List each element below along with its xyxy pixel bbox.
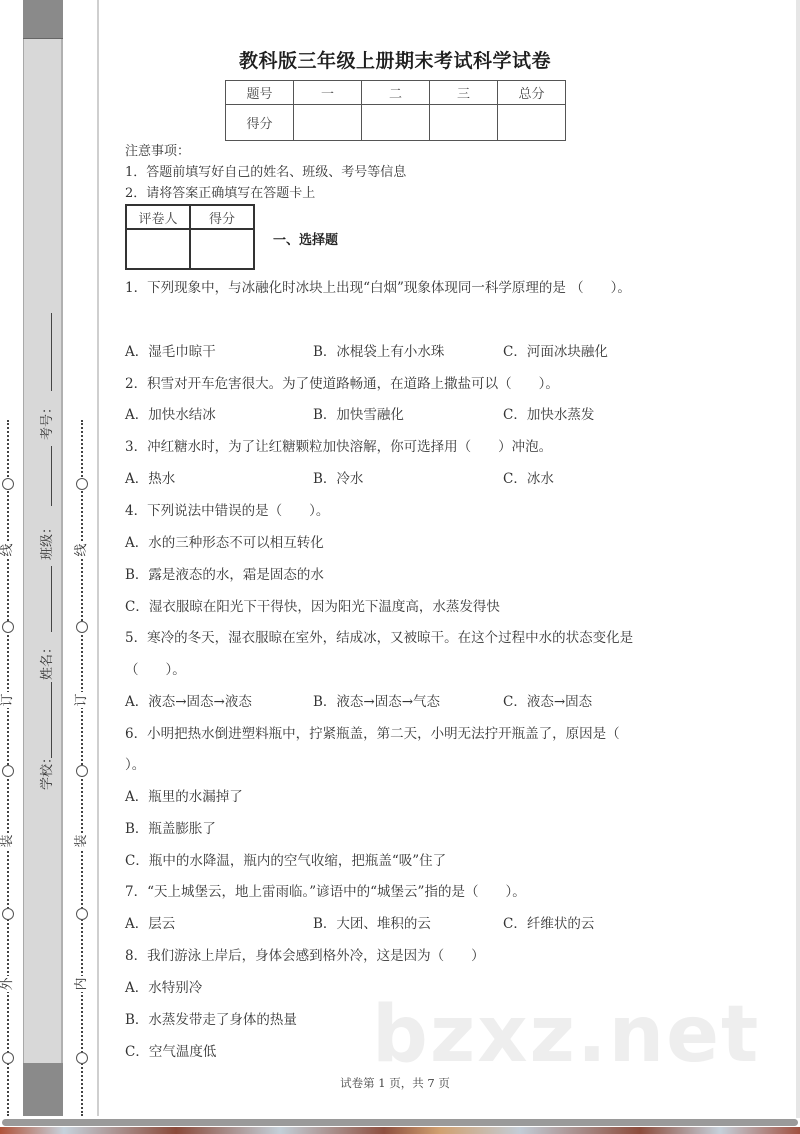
question-2-option-a: A．加快水结冰 (125, 407, 216, 423)
class-label: 班级： (40, 520, 55, 560)
circle-icon (2, 908, 14, 920)
school-label: 学校： (40, 750, 55, 790)
school-underline (51, 682, 52, 758)
class-underline (51, 446, 52, 506)
question-2-stem: 2．积雪对开车危害很大。为了使道路畅通，在道路上撒盐可以（ ）。 (125, 376, 559, 392)
circle-icon (2, 621, 14, 633)
score-cell (294, 105, 362, 141)
question-5-option-c: C．液态→固态 (503, 694, 593, 710)
question-4-option-c: C．湿衣服晾在阳光下干得快，因为阳光下温度高，水蒸发得快 (125, 599, 500, 615)
background-strip (0, 1127, 800, 1134)
outer-label-line: 线 (0, 543, 15, 557)
exam-no-underline (51, 313, 52, 391)
exam-no-label: 考号： (40, 400, 55, 440)
circle-icon (76, 621, 88, 633)
question-8-option-b: B．水蒸发带走了身体的热量 (125, 1012, 297, 1028)
circle-icon (2, 478, 14, 490)
page-footer: 试卷第 1 页，共 7 页 (340, 1076, 450, 1090)
grader-table (125, 204, 255, 270)
name-label: 姓名： (40, 640, 55, 680)
score-row-label: 得分 (226, 105, 294, 141)
question-3-option-b: B．冷水 (313, 471, 364, 487)
question-6-option-c: C．瓶中的水降温，瓶内的空气收缩，把瓶盖“吸”住了 (125, 853, 447, 869)
question-1-option-b: B．冰棍袋上有小水珠 (313, 344, 445, 360)
exam-title: 教科版三年级上册期末考试科学试卷 (238, 50, 551, 72)
score-header-cell: 三 (430, 81, 498, 105)
question-4-stem: 4．下列说法中错误的是（ ）。 (125, 503, 330, 519)
inner-label-bind: 订 (74, 693, 89, 707)
question-1-option-a: A．湿毛巾晾干 (125, 344, 216, 360)
question-2-option-b: B．加快雪融化 (313, 407, 404, 423)
question-6-stem: 6．小明把热水倒进塑料瓶中，拧紧瓶盖，第二天，小明无法拧开瓶盖了，原因是（ (125, 726, 620, 742)
score-cell (430, 105, 498, 141)
circle-icon (76, 478, 88, 490)
watermark: bzxz.net (372, 990, 761, 1080)
question-5-stem: 5．寒冷的冬天，湿衣服晾在室外，结成冰，又被晾干。在这个过程中水的状态变化是 (125, 630, 634, 646)
question-6-option-a: A．瓶里的水漏掉了 (125, 789, 243, 805)
score-cell (362, 105, 430, 141)
page-edge (796, 0, 800, 1118)
outer-label-install: 装 (0, 834, 15, 848)
score-header-cell: 一 (294, 81, 362, 105)
question-8-option-a: A．水特别冷 (125, 980, 203, 996)
question-8-stem: 8．我们游泳上岸后，身体会感到格外冷，这是因为（ ） (125, 948, 485, 964)
margin-rule (97, 0, 99, 1116)
question-1-stem: 1．下列现象中，与冰融化时冰块上出现“白烟”现象体现同一科学原理的是 （ ）。 (125, 280, 631, 296)
outer-label-outside: 外 (0, 977, 15, 991)
question-4-option-b: B．露是液态的水，霜是固态的水 (125, 567, 324, 583)
question-8-option-c: C．空气温度低 (125, 1044, 217, 1060)
horizontal-scrollbar[interactable] (2, 1119, 798, 1126)
question-7-stem: 7．“天上城堡云，地上雷雨临。”谚语中的“城堡云”指的是（ ）。 (125, 884, 526, 900)
question-5-option-b: B．液态→固态→气态 (313, 694, 441, 710)
question-3-option-a: A．热水 (125, 471, 176, 487)
question-7-option-b: B．大团、堆积的云 (313, 916, 431, 932)
circle-icon (76, 1052, 88, 1064)
question-2-option-c: C．加快水蒸发 (503, 407, 595, 423)
instruction-item: 2．请将答案正确填写在答题卡上 (125, 186, 316, 201)
question-7-option-c: C．纤维状的云 (503, 916, 595, 932)
grader-cell (126, 229, 190, 269)
question-5-stem-cont: （ ）。 (125, 662, 186, 678)
score-header-cell: 题号 (226, 81, 294, 105)
score-header-cell: 二 (362, 81, 430, 105)
outer-label-bind: 订 (0, 693, 15, 707)
inner-label-line: 线 (74, 543, 89, 557)
instruction-item: 1．答题前填写好自己的姓名、班级、考号等信息 (125, 165, 407, 180)
inner-label-inside: 内 (74, 977, 89, 991)
question-6-stem-cont: ）。 (125, 757, 146, 773)
name-underline (51, 566, 52, 632)
circle-icon (2, 765, 14, 777)
circle-icon (76, 765, 88, 777)
gutter-top-block (23, 0, 63, 39)
question-7-option-a: A．层云 (125, 916, 176, 932)
circle-icon (76, 908, 88, 920)
question-4-option-a: A．水的三种形态不可以相互转化 (125, 535, 324, 551)
question-3-stem: 3．冲红糖水时，为了让红糖颗粒加快溶解，你可选择用（ ）冲泡。 (125, 439, 553, 455)
question-5-option-a: A．液态→固态→液态 (125, 694, 252, 710)
question-6-option-b: B．瓶盖膨胀了 (125, 821, 216, 837)
circle-icon (2, 1052, 14, 1064)
question-3-option-c: C．冰水 (503, 471, 554, 487)
grader-header-cell: 评卷人 (126, 205, 190, 229)
section-title: 一、选择题 (273, 233, 339, 248)
instructions (125, 141, 406, 204)
score-header-cell: 总分 (498, 81, 566, 105)
score-table (225, 80, 566, 141)
inner-label-install: 装 (74, 834, 89, 848)
grader-cell (190, 229, 254, 269)
question-1-option-c: C．河面冰块融化 (503, 344, 608, 360)
instructions-heading: 注意事项： (125, 144, 191, 159)
grader-header-cell: 得分 (190, 205, 254, 229)
score-cell (498, 105, 566, 141)
